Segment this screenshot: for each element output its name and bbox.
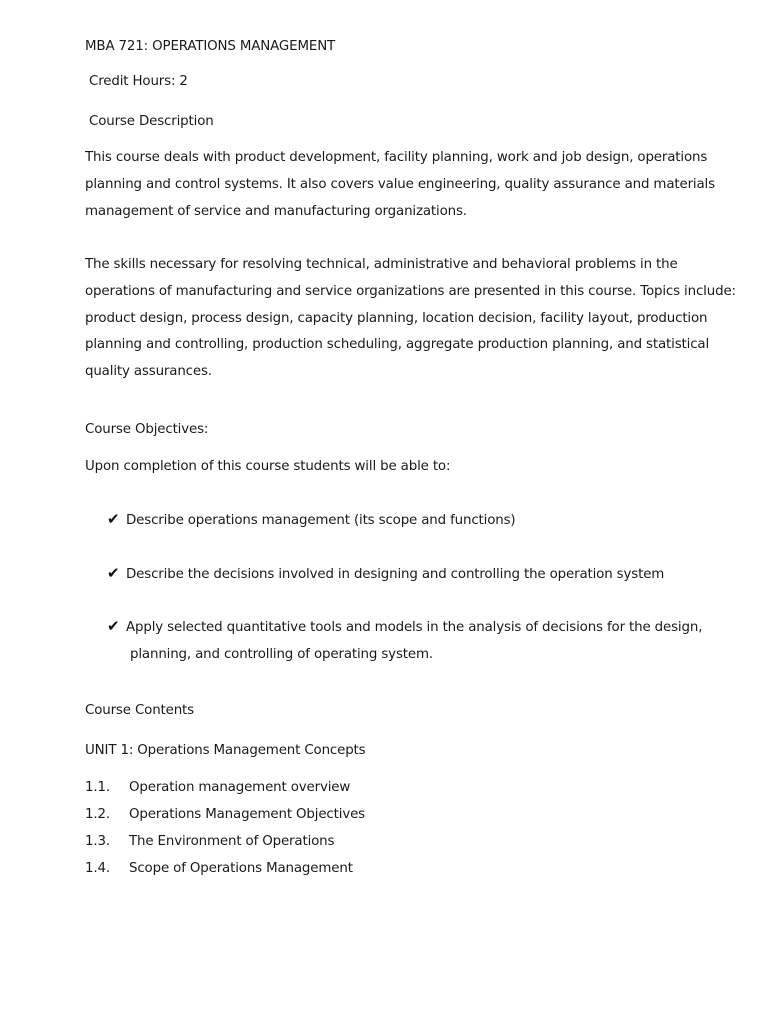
objective-text-continued: planning, and controlling of operating system. bbox=[130, 646, 433, 662]
course-objectives-heading: Course Objectives: bbox=[85, 422, 209, 437]
list-number: 1.3. bbox=[85, 834, 110, 849]
objective-text: Describe operations management (its scope and functions) bbox=[126, 513, 516, 528]
description-paragraph-2 bbox=[85, 252, 745, 386]
objective-item bbox=[107, 613, 747, 669]
checkmark-icon: ✔ bbox=[107, 510, 120, 528]
paragraph-line: operations of manufacturing and service organizations are presented in this course. Topics include: bbox=[85, 283, 736, 299]
unit-1-heading: UNIT 1: Operations Management Concepts bbox=[85, 743, 366, 758]
objective-text: Apply selected quantitative tools and models in the analysis of decisions for the design, bbox=[126, 620, 703, 635]
list-item bbox=[85, 779, 350, 797]
description-paragraph-1 bbox=[85, 145, 745, 225]
paragraph-line: This course deals with product development, facility planning, work and job design, operations bbox=[85, 150, 708, 165]
paragraph-line: product design, process design, capacity planning, location decision, facility layout, production bbox=[85, 310, 708, 326]
list-number: 1.4. bbox=[85, 861, 110, 876]
paragraph-line: planning and controlling, production scheduling, aggregate production planning, and statistical bbox=[85, 337, 710, 353]
paragraph-line: quality assurances. bbox=[85, 364, 212, 380]
list-item bbox=[85, 860, 353, 878]
objective-item bbox=[107, 560, 747, 589]
objective-text: Describe the decisions involved in designing and controlling the operation system bbox=[126, 567, 665, 582]
list-text: The Environment of Operations bbox=[129, 834, 335, 849]
list-text: Operation management overview bbox=[129, 780, 351, 795]
list-number: 1.1. bbox=[85, 780, 110, 795]
course-contents-heading: Course Contents bbox=[85, 703, 194, 718]
list-item bbox=[85, 833, 334, 851]
list-item bbox=[85, 806, 365, 824]
checkmark-icon: ✔ bbox=[107, 564, 120, 582]
course-title: MBA 721: OPERATIONS MANAGEMENT bbox=[85, 39, 336, 54]
paragraph-line: management of service and manufacturing organizations. bbox=[85, 203, 467, 219]
objectives-intro: Upon completion of this course students will be able to: bbox=[85, 459, 451, 474]
list-text: Operations Management Objectives bbox=[129, 807, 366, 822]
paragraph-line: The skills necessary for resolving technical, administrative and behavioral problems in the bbox=[85, 257, 678, 272]
objective-item bbox=[107, 506, 747, 535]
list-number: 1.2. bbox=[85, 807, 110, 822]
credit-hours: Credit Hours: 2 bbox=[89, 74, 188, 89]
checkmark-icon: ✔ bbox=[107, 617, 120, 635]
paragraph-line: planning and control systems. It also covers value engineering, quality assurance and materials bbox=[85, 176, 715, 192]
course-description-heading: Course Description bbox=[89, 114, 214, 129]
list-text: Scope of Operations Management bbox=[129, 861, 353, 876]
